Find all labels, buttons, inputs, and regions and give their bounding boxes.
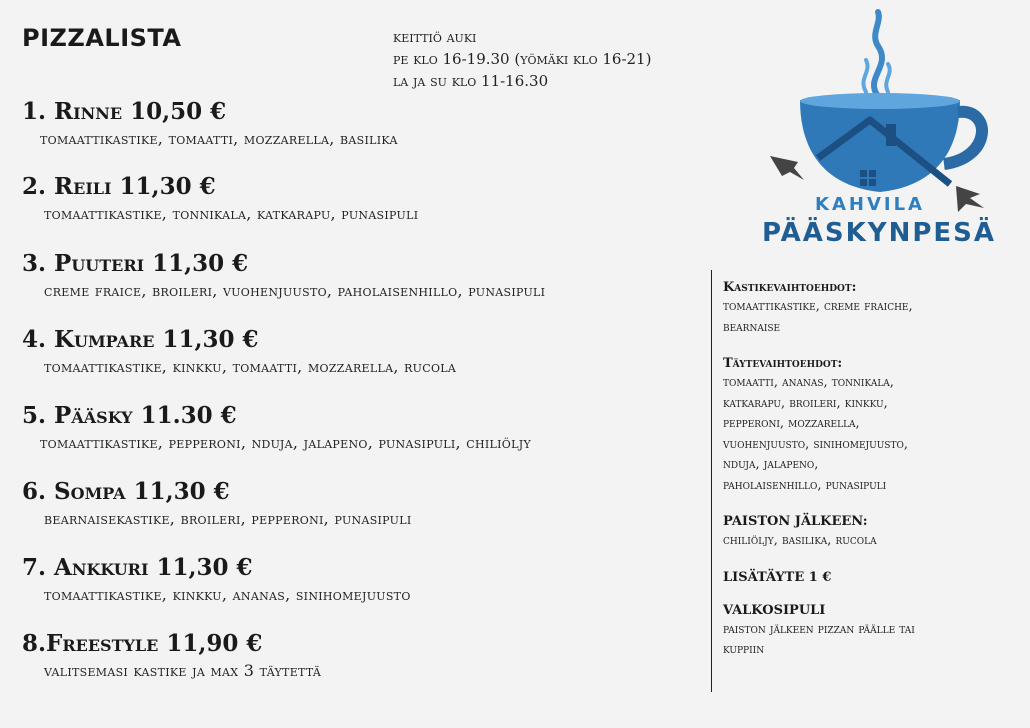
pizza-name: 2. Reili 11,30 € [22, 173, 216, 200]
pizza-ingredients: tomaattikastike, kinkku, tomaatti, mozzarella, rucola [44, 357, 457, 376]
pizza-ingredients: valitsemasi kastike ja max 3 täytettä [44, 661, 322, 680]
pizza-name: 1. Rinne 10,50 € [22, 98, 227, 125]
filling-options-heading: Täytevaihtoehdot: [723, 356, 843, 371]
logo-text-name: PÄÄSKYNPESÄ [761, 218, 997, 248]
filling-options-text [723, 373, 1001, 496]
pizza-item-ankkuri [22, 554, 411, 604]
cup-icon [800, 100, 960, 192]
after-baking-heading: PAISTON JÄLKEEN: [723, 514, 868, 529]
steam-icon [874, 12, 882, 96]
pizza-item-paasky [22, 402, 531, 452]
garlic-text [723, 620, 1001, 661]
pizza-ingredients: tomaattikastike, tomaatti, mozzarella, basilika [40, 129, 398, 148]
text-line: paiston jälkeen pizzan päälle tai [723, 621, 915, 637]
hours-line: pe klo 16-19.30 (yömäki klo 16-21) [393, 50, 652, 68]
sauce-options-text [723, 297, 1001, 338]
extra-topping-heading: LISÄTÄYTE 1 € [723, 569, 832, 585]
opening-hours [393, 26, 651, 92]
text-line: tomaatti, ananas, tonnikala, [723, 375, 894, 390]
pizza-item-reili [22, 173, 418, 223]
garlic-heading: VALKOSIPULI [723, 602, 826, 618]
sauce-options-heading: Kastikevaihtoehdot: [723, 280, 857, 295]
cafe-logo [760, 8, 1010, 253]
pizza-name: 4. Kumpare 11,30 € [22, 326, 259, 353]
pizza-item-freestyle [22, 630, 321, 680]
text-line: paholaisenhillo, punasipuli [723, 477, 887, 493]
logo-text-kahvila: KAHVILA [815, 194, 925, 215]
pizza-name: 3. Puuteri 11,30 € [22, 250, 249, 277]
text-line: katkarapu, broileri, kinkku, [723, 395, 888, 411]
pizza-item-sompa [22, 478, 412, 528]
text-line: nduja, jalapeno, [723, 457, 819, 472]
text-line: chiliöljy, basilika, rucola [723, 533, 877, 548]
page-title: PIZZALISTA [22, 24, 182, 52]
text-line: bearnaise [723, 319, 781, 335]
text-line: kuppiin [723, 642, 765, 657]
pizza-ingredients: bearnaisekastike, broileri, pepperoni, punasipuli [44, 509, 412, 528]
pizza-name: 6. Sompa 11,30 € [22, 478, 230, 505]
pizza-ingredients: creme fraice, broileri, vuohenjuusto, paholaisenhillo, punasipuli [44, 281, 546, 300]
hours-line: la ja su klo 11-16.30 [393, 72, 549, 90]
pizza-ingredients: tomaattikastike, tonnikala, katkarapu, punasipuli [44, 204, 419, 223]
options-panel [711, 270, 1001, 692]
text-line: vuohenjuusto, sinihomejuusto, [723, 436, 908, 452]
hours-line: keittiö auki [393, 28, 477, 46]
pizza-ingredients: tomaattikastike, pepperoni, nduja, jalapeno, punasipuli, chiliöljy [40, 433, 532, 452]
pizza-name: 8.Freestyle 11,90 € [22, 630, 263, 657]
pizza-item-kumpare [22, 326, 456, 376]
pizza-name: 7. Ankkuri 11,30 € [22, 554, 253, 581]
text-line: tomaattikastike, creme fraiche, [723, 299, 913, 314]
pizza-ingredients: tomaattikastike, kinkku, ananas, sinihomejuusto [44, 585, 411, 604]
pizza-name: 5. Pääsky 11.30 € [22, 402, 237, 429]
text-line: pepperoni, mozzarella, [723, 416, 860, 431]
pizza-item-puuteri [22, 250, 545, 300]
pizza-item-rinne [22, 98, 398, 148]
after-baking-text [723, 531, 1001, 552]
